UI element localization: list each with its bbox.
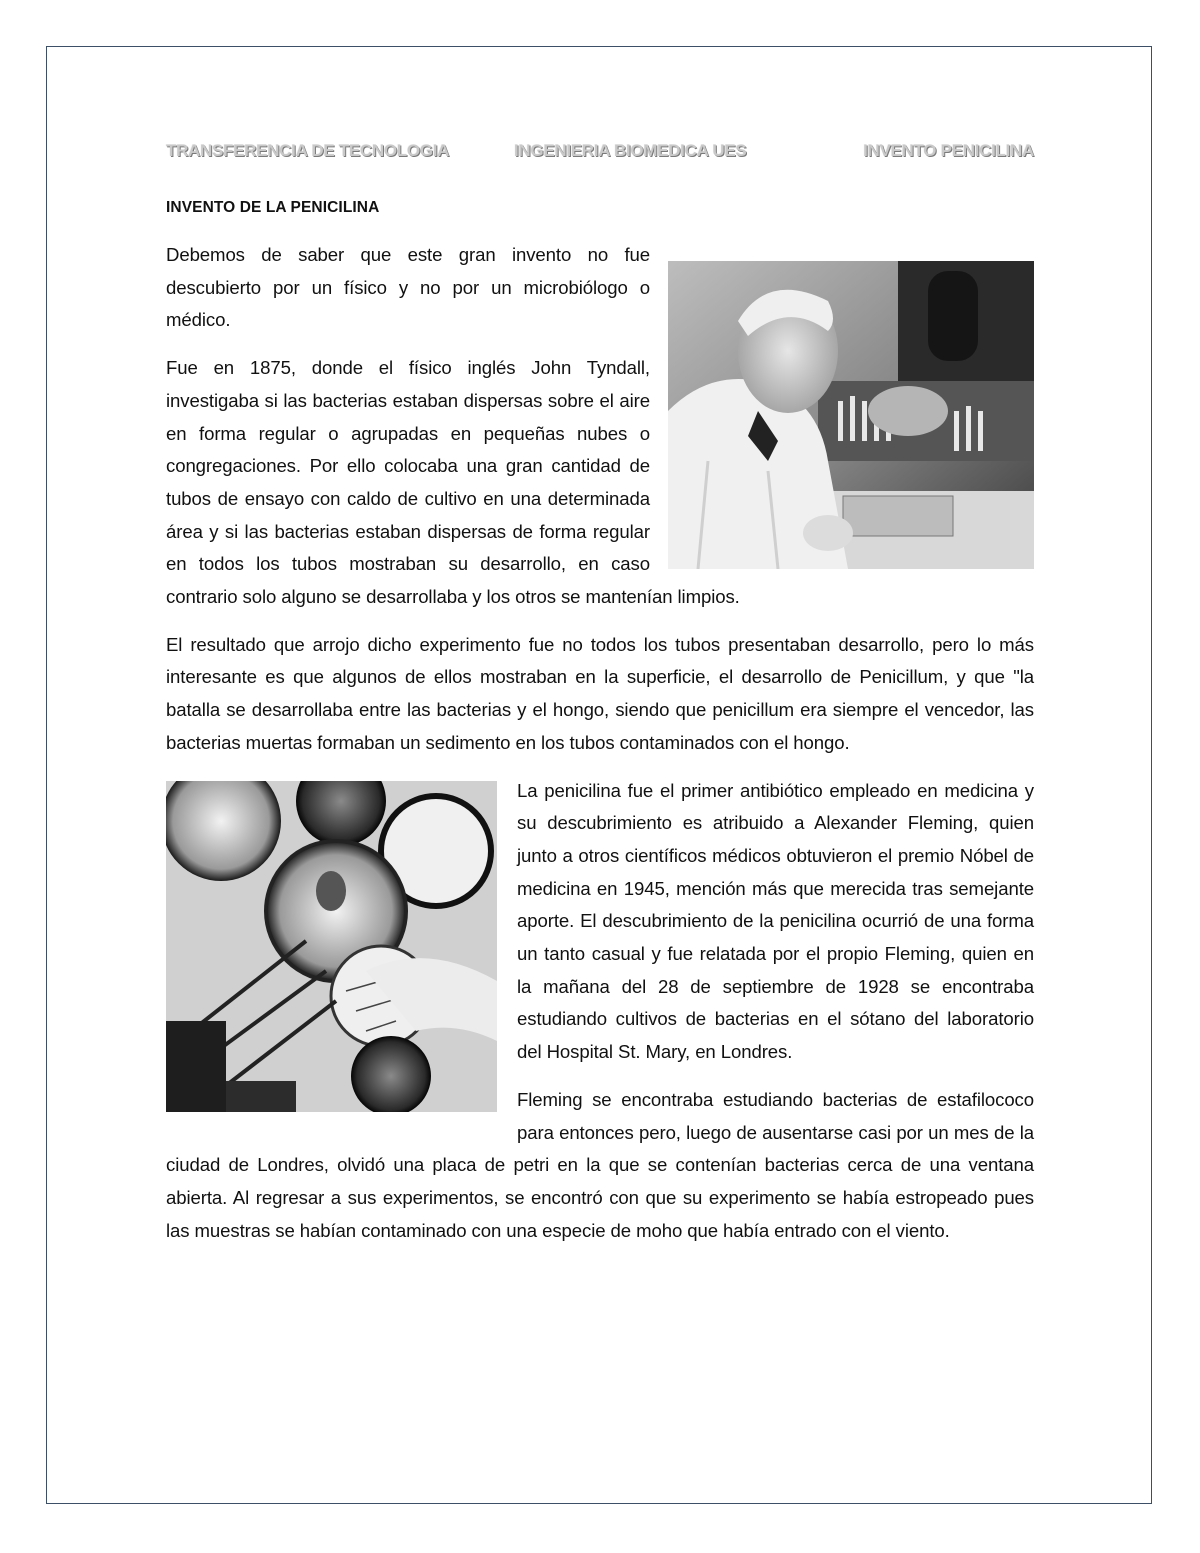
document-body — [166, 239, 1034, 1262]
paragraph-1: Debemos de saber que este gran invento no fue descubierto por un físico y no por un microbiólogo o médico. — [166, 244, 650, 331]
fleming-portrait-photo — [668, 261, 1034, 569]
paragraph-4 — [166, 775, 1034, 1069]
header-center: INGENIERIA BIOMEDICA UES — [514, 141, 747, 160]
paragraph-4-text: La penicilina fue el primer antibiótico empleado en medicina y su descubrimiento es atribuido a Alexander Fleming, quien junto a otros científicos médicos obtuvieron el premio Nóbel de medicina en 1945, mención más que merecida tras semejante aporte. El descubrimiento de la penicilina ocurrió de una forma un tanto casual y fue relatada por el propio Fleming, quien en la mañana del 28 de septiembre de 1928 se encontraba estudiando cultivos de bacterias en el sótano del laboratorio del Hospital St. Mary, en Londres. — [517, 779, 1034, 1063]
header-right: INVENTO PENICILINA — [863, 141, 1034, 160]
paragraph-2: Fue en 1875, donde el físico inglés John Tyndall, investigaba si las bacterias estaban dispersas sobre el aire en forma regular o agrupadas en pequeñas nubes o congregaciones. Por ello colocaba una gran cantidad de tubos de ensayo con caldo de cultivo en una determinada área y si las bacterias estaban dispersas de forma regular en todos los tubos mostraban su desarrollo, en caso contrario solo alguno se desarrollaba y los otros se mantenían limpios. — [166, 357, 740, 608]
petri-dish-photo — [166, 781, 497, 1112]
document-title: INVENTO DE LA PENICILINA — [166, 199, 380, 216]
page-header — [166, 141, 1034, 165]
header-left: TRANSFERENCIA DE TECNOLOGIA — [166, 141, 450, 160]
paragraph-3: El resultado que arrojo dicho experimento fue no todos los tubos presentaban desarrollo, pero lo más interesante es que algunos de ellos mostraban en la superficie, el desarrollo de Penicillum, y que "la batalla se desarrollaba entre las bacterias y el hongo, siendo que penicillum era siempre el vencedor, las bacterias muertas formaban un sedimento en los tubos contaminados con el hongo. — [166, 633, 1034, 753]
paragraph-5: Fleming se encontraba estudiando bacterias de estafilococo para entonces pero, luego de ausentarse casi por un mes de la ciudad de Londres, olvidó una placa de petri en la que se contenían bacterias cerca de una ventana abierta. Al regresar a sus experimentos, se encontró con que su experimento se había estropeado pues las muestras se habían contaminado con una especie de moho que había entrado con el viento. — [166, 1088, 1034, 1241]
